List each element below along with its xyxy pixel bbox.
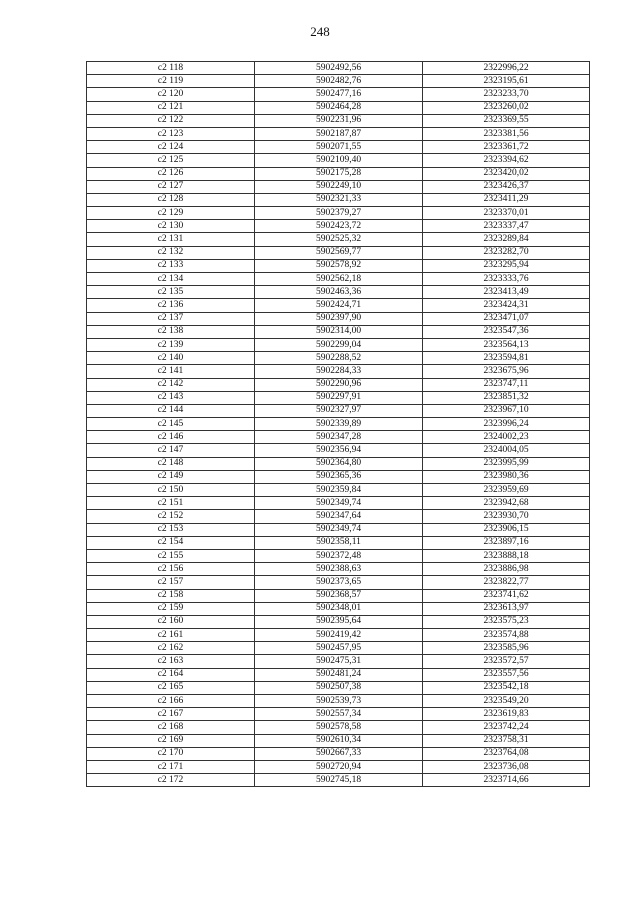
y-coordinate-cell: 2323260,02 — [423, 101, 590, 114]
y-coordinate-cell: 2323888,18 — [423, 549, 590, 562]
point-id-cell: c2 141 — [87, 365, 255, 378]
table-row — [87, 391, 590, 404]
y-coordinate-cell: 2323394,62 — [423, 154, 590, 167]
point-id-cell: c2 134 — [87, 273, 255, 286]
point-id-cell: c2 155 — [87, 549, 255, 562]
y-coordinate-cell: 2323282,70 — [423, 246, 590, 259]
table-row — [87, 246, 590, 259]
y-coordinate-cell: 2323547,36 — [423, 325, 590, 338]
point-id-cell: c2 130 — [87, 220, 255, 233]
y-coordinate-cell: 2323337,47 — [423, 220, 590, 233]
y-coordinate-cell: 2323549,20 — [423, 695, 590, 708]
table-row — [87, 312, 590, 325]
y-coordinate-cell: 2323572,57 — [423, 655, 590, 668]
y-coordinate-cell: 2323851,32 — [423, 391, 590, 404]
point-id-cell: c2 138 — [87, 325, 255, 338]
point-id-cell: c2 136 — [87, 299, 255, 312]
table-row — [87, 774, 590, 787]
y-coordinate-cell: 2323613,97 — [423, 602, 590, 615]
y-coordinate-cell: 2323557,56 — [423, 668, 590, 681]
point-id-cell: c2 120 — [87, 88, 255, 101]
y-coordinate-cell: 2323742,24 — [423, 721, 590, 734]
point-id-cell: c2 147 — [87, 444, 255, 457]
table-row — [87, 615, 590, 628]
table-row — [87, 470, 590, 483]
point-id-cell: c2 168 — [87, 721, 255, 734]
y-coordinate-cell: 2323996,24 — [423, 418, 590, 431]
x-coordinate-cell: 5902284,33 — [255, 365, 423, 378]
table-row — [87, 273, 590, 286]
y-coordinate-cell: 2323764,08 — [423, 747, 590, 760]
y-coordinate-cell: 2323594,81 — [423, 352, 590, 365]
point-id-cell: c2 143 — [87, 391, 255, 404]
table-row — [87, 101, 590, 114]
x-coordinate-cell: 5902299,04 — [255, 338, 423, 351]
x-coordinate-cell: 5902482,76 — [255, 75, 423, 88]
point-id-cell: c2 128 — [87, 193, 255, 206]
y-coordinate-cell: 2323426,37 — [423, 180, 590, 193]
x-coordinate-cell: 5902071,55 — [255, 141, 423, 154]
y-coordinate-cell: 2323995,99 — [423, 457, 590, 470]
y-coordinate-cell: 2323575,23 — [423, 615, 590, 628]
table-row — [87, 259, 590, 272]
y-coordinate-cell: 2323930,70 — [423, 510, 590, 523]
x-coordinate-cell: 5902348,01 — [255, 602, 423, 615]
point-id-cell: c2 131 — [87, 233, 255, 246]
table-row — [87, 404, 590, 417]
point-id-cell: c2 129 — [87, 207, 255, 220]
page-number: 248 — [310, 24, 330, 39]
point-id-cell: c2 163 — [87, 655, 255, 668]
table-row — [87, 352, 590, 365]
table-row — [87, 602, 590, 615]
point-id-cell: c2 121 — [87, 101, 255, 114]
x-coordinate-cell: 5902492,56 — [255, 62, 423, 75]
point-id-cell: c2 158 — [87, 589, 255, 602]
point-id-cell: c2 127 — [87, 180, 255, 193]
x-coordinate-cell: 5902249,10 — [255, 180, 423, 193]
table-row — [87, 563, 590, 576]
point-id-cell: c2 135 — [87, 286, 255, 299]
table-row — [87, 62, 590, 75]
y-coordinate-cell: 2323420,02 — [423, 167, 590, 180]
table-row — [87, 695, 590, 708]
point-id-cell: c2 123 — [87, 127, 255, 140]
x-coordinate-cell: 5902578,92 — [255, 259, 423, 272]
point-id-cell: c2 139 — [87, 338, 255, 351]
table-row — [87, 167, 590, 180]
table-row — [87, 88, 590, 101]
y-coordinate-cell: 2323714,66 — [423, 774, 590, 787]
x-coordinate-cell: 5902339,89 — [255, 418, 423, 431]
y-coordinate-cell: 2323574,88 — [423, 629, 590, 642]
x-coordinate-cell: 5902569,77 — [255, 246, 423, 259]
table-row — [87, 233, 590, 246]
y-coordinate-cell: 2323333,76 — [423, 273, 590, 286]
x-coordinate-cell: 5902231,96 — [255, 114, 423, 127]
point-id-cell: c2 154 — [87, 536, 255, 549]
table-row — [87, 721, 590, 734]
point-id-cell: c2 159 — [87, 602, 255, 615]
x-coordinate-cell: 5902356,94 — [255, 444, 423, 457]
table-row — [87, 510, 590, 523]
x-coordinate-cell: 5902347,64 — [255, 510, 423, 523]
y-coordinate-cell: 2323906,15 — [423, 523, 590, 536]
y-coordinate-cell: 2323411,29 — [423, 193, 590, 206]
x-coordinate-cell: 5902395,64 — [255, 615, 423, 628]
x-coordinate-cell: 5902424,71 — [255, 299, 423, 312]
point-id-cell: c2 150 — [87, 484, 255, 497]
y-coordinate-cell: 2323967,10 — [423, 404, 590, 417]
table-row — [87, 668, 590, 681]
y-coordinate-cell: 2323886,98 — [423, 563, 590, 576]
x-coordinate-cell: 5902610,34 — [255, 734, 423, 747]
table-row — [87, 325, 590, 338]
table-row — [87, 523, 590, 536]
point-id-cell: c2 161 — [87, 629, 255, 642]
table-row — [87, 708, 590, 721]
point-id-cell: c2 165 — [87, 681, 255, 694]
coordinates-table-body — [87, 62, 590, 787]
y-coordinate-cell: 2323897,16 — [423, 536, 590, 549]
x-coordinate-cell: 5902388,63 — [255, 563, 423, 576]
x-coordinate-cell: 5902463,36 — [255, 286, 423, 299]
x-coordinate-cell: 5902321,33 — [255, 193, 423, 206]
point-id-cell: c2 122 — [87, 114, 255, 127]
y-coordinate-cell: 2323758,31 — [423, 734, 590, 747]
table-row — [87, 576, 590, 589]
table-row — [87, 141, 590, 154]
y-coordinate-cell: 2323381,56 — [423, 127, 590, 140]
table-row — [87, 655, 590, 668]
y-coordinate-cell: 2323370,01 — [423, 207, 590, 220]
y-coordinate-cell: 2322996,22 — [423, 62, 590, 75]
table-row — [87, 220, 590, 233]
point-id-cell: c2 125 — [87, 154, 255, 167]
y-coordinate-cell: 2323959,69 — [423, 484, 590, 497]
point-id-cell: c2 119 — [87, 75, 255, 88]
table-row — [87, 589, 590, 602]
x-coordinate-cell: 5902288,52 — [255, 352, 423, 365]
point-id-cell: c2 126 — [87, 167, 255, 180]
x-coordinate-cell: 5902359,84 — [255, 484, 423, 497]
point-id-cell: c2 124 — [87, 141, 255, 154]
x-coordinate-cell: 5902477,16 — [255, 88, 423, 101]
point-id-cell: c2 137 — [87, 312, 255, 325]
table-row — [87, 642, 590, 655]
x-coordinate-cell: 5902358,11 — [255, 536, 423, 549]
x-coordinate-cell: 5902297,91 — [255, 391, 423, 404]
point-id-cell: c2 164 — [87, 668, 255, 681]
table-row — [87, 418, 590, 431]
y-coordinate-cell: 2323564,13 — [423, 338, 590, 351]
point-id-cell: c2 145 — [87, 418, 255, 431]
y-coordinate-cell: 2323233,70 — [423, 88, 590, 101]
table-row — [87, 193, 590, 206]
table-row — [87, 207, 590, 220]
table-row — [87, 299, 590, 312]
x-coordinate-cell: 5902562,18 — [255, 273, 423, 286]
x-coordinate-cell: 5902539,73 — [255, 695, 423, 708]
table-row — [87, 378, 590, 391]
x-coordinate-cell: 5902720,94 — [255, 760, 423, 773]
x-coordinate-cell: 5902525,32 — [255, 233, 423, 246]
point-id-cell: c2 118 — [87, 62, 255, 75]
point-id-cell: c2 166 — [87, 695, 255, 708]
table-row — [87, 127, 590, 140]
table-row — [87, 484, 590, 497]
x-coordinate-cell: 5902187,87 — [255, 127, 423, 140]
point-id-cell: c2 162 — [87, 642, 255, 655]
x-coordinate-cell: 5902397,90 — [255, 312, 423, 325]
table-row — [87, 536, 590, 549]
point-id-cell: c2 149 — [87, 470, 255, 483]
table-row — [87, 760, 590, 773]
table-row — [87, 681, 590, 694]
point-id-cell: c2 152 — [87, 510, 255, 523]
x-coordinate-cell: 5902373,65 — [255, 576, 423, 589]
point-id-cell: c2 144 — [87, 404, 255, 417]
point-id-cell: c2 140 — [87, 352, 255, 365]
x-coordinate-cell: 5902365,36 — [255, 470, 423, 483]
y-coordinate-cell: 2323289,84 — [423, 233, 590, 246]
table-row — [87, 114, 590, 127]
x-coordinate-cell: 5902347,28 — [255, 431, 423, 444]
point-id-cell: c2 146 — [87, 431, 255, 444]
y-coordinate-cell: 2323585,96 — [423, 642, 590, 655]
table-row — [87, 431, 590, 444]
point-id-cell: c2 171 — [87, 760, 255, 773]
x-coordinate-cell: 5902423,72 — [255, 220, 423, 233]
y-coordinate-cell: 2323675,96 — [423, 365, 590, 378]
y-coordinate-cell: 2323747,11 — [423, 378, 590, 391]
x-coordinate-cell: 5902372,48 — [255, 549, 423, 562]
x-coordinate-cell: 5902349,74 — [255, 497, 423, 510]
point-id-cell: c2 151 — [87, 497, 255, 510]
x-coordinate-cell: 5902175,28 — [255, 167, 423, 180]
y-coordinate-cell: 2323361,72 — [423, 141, 590, 154]
table-row — [87, 734, 590, 747]
y-coordinate-cell: 2323942,68 — [423, 497, 590, 510]
x-coordinate-cell: 5902109,40 — [255, 154, 423, 167]
y-coordinate-cell: 2323542,18 — [423, 681, 590, 694]
table-row — [87, 286, 590, 299]
point-id-cell: c2 157 — [87, 576, 255, 589]
point-id-cell: c2 172 — [87, 774, 255, 787]
x-coordinate-cell: 5902379,27 — [255, 207, 423, 220]
table-row — [87, 747, 590, 760]
table-row — [87, 154, 590, 167]
x-coordinate-cell: 5902464,28 — [255, 101, 423, 114]
x-coordinate-cell: 5902290,96 — [255, 378, 423, 391]
y-coordinate-cell: 2323424,31 — [423, 299, 590, 312]
point-id-cell: c2 170 — [87, 747, 255, 760]
table-row — [87, 497, 590, 510]
point-id-cell: c2 153 — [87, 523, 255, 536]
table-row — [87, 180, 590, 193]
table-row — [87, 629, 590, 642]
table-row — [87, 444, 590, 457]
point-id-cell: c2 160 — [87, 615, 255, 628]
x-coordinate-cell: 5902349,74 — [255, 523, 423, 536]
y-coordinate-cell: 2323369,55 — [423, 114, 590, 127]
point-id-cell: c2 148 — [87, 457, 255, 470]
x-coordinate-cell: 5902314,00 — [255, 325, 423, 338]
x-coordinate-cell: 5902327,97 — [255, 404, 423, 417]
point-id-cell: c2 169 — [87, 734, 255, 747]
x-coordinate-cell: 5902578,58 — [255, 721, 423, 734]
x-coordinate-cell: 5902368,57 — [255, 589, 423, 602]
point-id-cell: c2 167 — [87, 708, 255, 721]
x-coordinate-cell: 5902557,34 — [255, 708, 423, 721]
table-row — [87, 75, 590, 88]
point-id-cell: c2 142 — [87, 378, 255, 391]
table-row — [87, 549, 590, 562]
x-coordinate-cell: 5902419,42 — [255, 629, 423, 642]
y-coordinate-cell: 2323980,36 — [423, 470, 590, 483]
y-coordinate-cell: 2323736,08 — [423, 760, 590, 773]
y-coordinate-cell: 2323413,49 — [423, 286, 590, 299]
y-coordinate-cell: 2323822,77 — [423, 576, 590, 589]
y-coordinate-cell: 2323741,62 — [423, 589, 590, 602]
x-coordinate-cell: 5902481,24 — [255, 668, 423, 681]
point-id-cell: c2 156 — [87, 563, 255, 576]
point-id-cell: c2 133 — [87, 259, 255, 272]
table-row — [87, 338, 590, 351]
x-coordinate-cell: 5902457,95 — [255, 642, 423, 655]
y-coordinate-cell: 2323195,61 — [423, 75, 590, 88]
y-coordinate-cell: 2323295,94 — [423, 259, 590, 272]
x-coordinate-cell: 5902507,38 — [255, 681, 423, 694]
table-row — [87, 457, 590, 470]
x-coordinate-cell: 5902475,31 — [255, 655, 423, 668]
y-coordinate-cell: 2323619,83 — [423, 708, 590, 721]
x-coordinate-cell: 5902364,80 — [255, 457, 423, 470]
y-coordinate-cell: 2324002,23 — [423, 431, 590, 444]
coordinates-table — [86, 61, 590, 787]
y-coordinate-cell: 2323471,07 — [423, 312, 590, 325]
table-row — [87, 365, 590, 378]
point-id-cell: c2 132 — [87, 246, 255, 259]
x-coordinate-cell: 5902745,18 — [255, 774, 423, 787]
x-coordinate-cell: 5902667,33 — [255, 747, 423, 760]
y-coordinate-cell: 2324004,05 — [423, 444, 590, 457]
